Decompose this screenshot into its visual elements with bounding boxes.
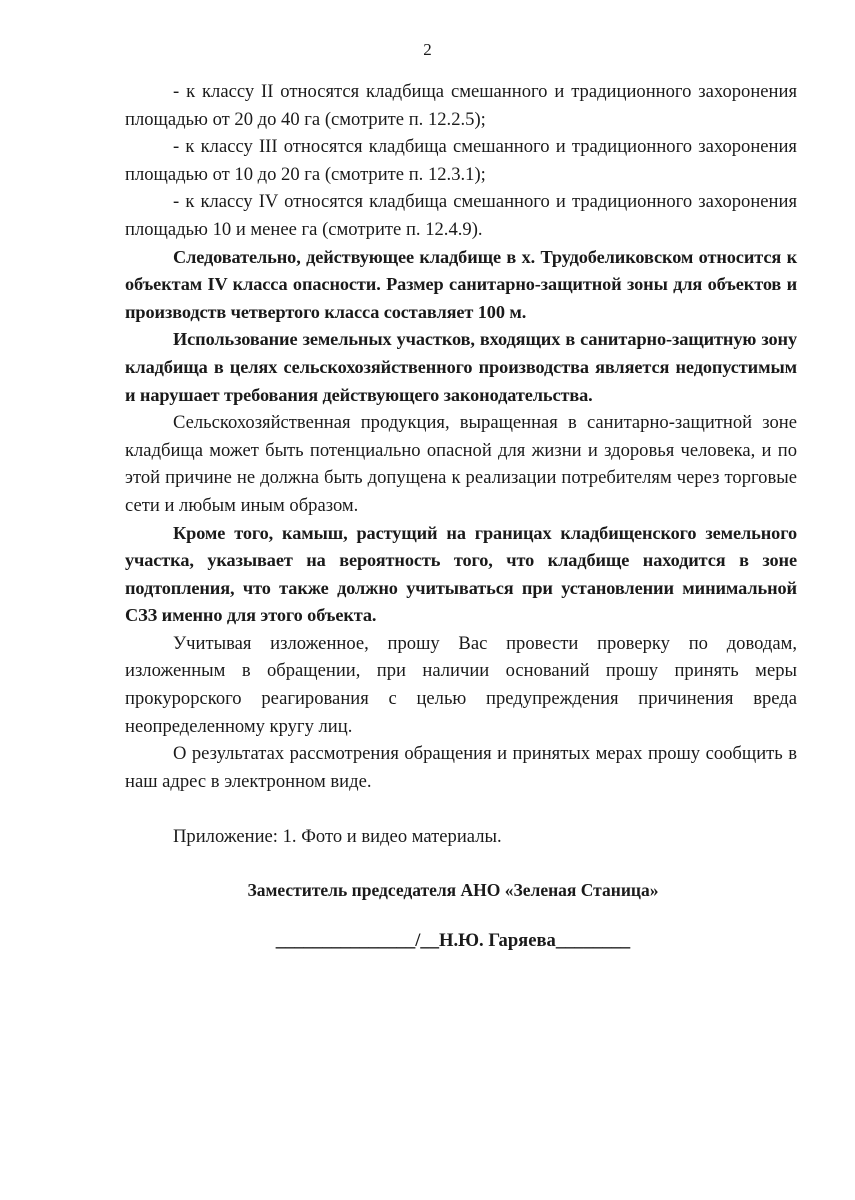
paragraph-class-iv: - к классу IV относятся кладбища смешанного и традиционного захоронения площадью 10 и менее га (смотрите п. 12.4.9). <box>125 191 797 240</box>
document-body <box>125 78 797 954</box>
paragraph-class-ii: - к классу II относятся кладбища смешанного и традиционного захоронения площадью от 20 до 40 га (смотрите п. 12.2.5); <box>125 81 797 130</box>
page-number: 2 <box>423 40 432 59</box>
paragraph-conclusion-hazard-class: Следовательно, действующее кладбище в х. Трудобеликовском относится к объектам IV класса опасности. Размер санитарно-защитной зоны для объектов и производств четвертого класса составляет 100 м. <box>125 246 797 322</box>
attachment-note: Приложение: 1. Фото и видео материалы. <box>173 826 502 848</box>
paragraph-land-use-prohibition: Использование земельных участков, входящих в санитарно-защитную зону кладбища в целях сельскохозяйственного производства является недопустимым и нарушает требования действующего законодательства. <box>125 329 797 405</box>
paragraph-request-inspection: Учитывая изложенное, прошу Вас провести проверку по доводам, изложенным в обращении, при наличии оснований прошу принять меры прокурорского реагирования с целью предупреждения причинения вреда неопределенному кругу лиц. <box>125 632 797 737</box>
signature-title: Заместитель председателя АНО «Зеленая Станица» <box>247 880 659 901</box>
paragraph-agricultural-produce: Сельскохозяйственная продукция, выращенная в санитарно-защитной зоне кладбища может быть потенциально опасной для жизни и здоровья человека, и по этой причине не должна быть допущена к реализации потребителям через торговые сети и любым иным образом. <box>125 412 797 516</box>
paragraph-flood-zone: Кроме того, камыш, растущий на границах кладбищенского земельного участка, указывает на вероятность того, что кладбище находится в зоне подтопления, что также должно учитываться при установлении минимальной СЗЗ именно для этого объекта. <box>125 522 797 626</box>
paragraph-class-iii: - к классу III относятся кладбища смешанного и традиционного захоронения площадью от 10 до 20 га (смотрите п. 12.3.1); <box>125 136 797 185</box>
signature-line: _______________/__Н.Ю. Гаряева________ <box>275 929 631 951</box>
paragraph-request-response: О результатах рассмотрения обращения и принятых мерах прошу сообщить в наш адрес в электронном виде. <box>125 743 797 792</box>
